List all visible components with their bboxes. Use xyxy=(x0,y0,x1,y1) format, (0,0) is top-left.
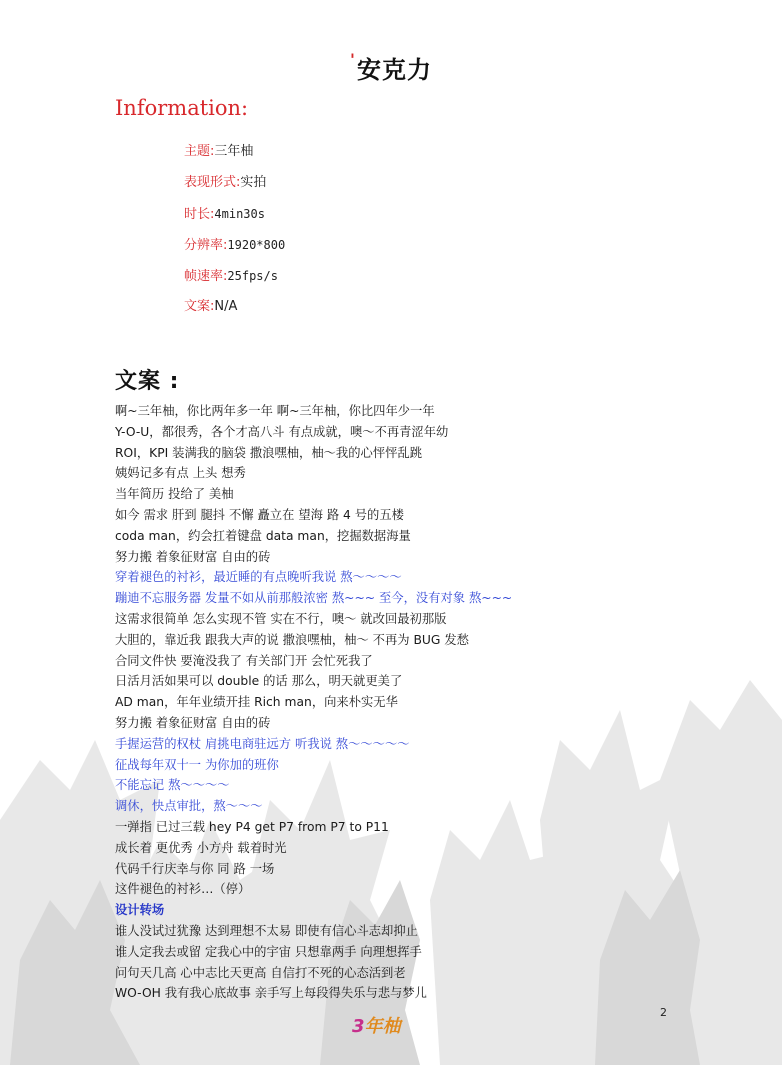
information-heading: Information: xyxy=(115,96,249,120)
lyric-line: AD man，年年业绩开挂 Rich man，向来朴实无华 xyxy=(115,695,398,710)
information-list xyxy=(184,142,285,328)
lyric-line: coda man，约会扛着键盘 data man，挖掘数据海量 xyxy=(115,528,411,543)
info-value: 实拍 xyxy=(240,175,267,190)
lyric-line: 不能忘记 熬～～～～ xyxy=(115,778,230,793)
footer-logo xyxy=(352,1012,401,1038)
lyric-line: 代码千行庆幸与你 同 路 一场 xyxy=(115,861,275,876)
lyric-line: 调休，快点审批，熬～～～ xyxy=(115,799,263,814)
info-value: 三年柚 xyxy=(214,144,254,159)
info-row-copy xyxy=(184,297,285,328)
lyric-line: 日活月活如果可以 double 的话 那么，明天就更美了 xyxy=(115,674,403,689)
page-number: 2 xyxy=(660,1006,667,1019)
lyric-line: 穿着褪色的衬衫，最近睡的有点晚听我说 熬～～～～ xyxy=(115,570,402,585)
lyric-line: 手握运营的权杖 肩挑电商驻远方 听我说 熬～～～～～ xyxy=(115,736,410,751)
lyric-line: 成长着 更优秀 小方舟 载着时光 xyxy=(115,840,287,855)
brand-logo xyxy=(0,50,782,85)
info-label: 分辨率: xyxy=(184,238,228,253)
lyric-line: 努力搬 着象征财富 自由的砖 xyxy=(115,549,271,564)
lyric-line: 一弹指 已过三载 hey P4 get P7 from P7 to P11 xyxy=(115,819,389,834)
info-row-theme xyxy=(184,142,285,173)
footer-logo-part1: 3 xyxy=(352,1016,365,1037)
lyric-line: 问句天几高 心中志比天更高 自信打不死的心态活到老 xyxy=(115,965,406,980)
logo-text: 安克力 xyxy=(356,56,432,84)
lyric-line: 这件褪色的衬衫…（停） xyxy=(115,882,251,897)
info-label: 时长: xyxy=(184,207,215,222)
info-row-resolution xyxy=(184,235,285,266)
lyric-line: 当年简历 投给了 美柚 xyxy=(115,487,234,502)
lyric-line: 谁人没试过犹豫 达到理想不太易 即使有信心斗志却抑止 xyxy=(115,923,418,938)
lyric-line: 这需求很简单 怎么实现不管 实在不行，噢～ 就改回最初那版 xyxy=(115,611,447,626)
lyric-line: 大胆的，靠近我 跟我大声的说 撒浪嘿柚，柚～ 不再为 BUG 发愁 xyxy=(115,632,469,647)
info-label: 帧速率: xyxy=(184,269,228,284)
lyric-line: 谁人定我去或留 定我心中的宇宙 只想靠两手 向理想挥手 xyxy=(115,944,422,959)
lyric-line: 蹦迪不忘服务器 发量不如从前那般浓密 熬~~~ 至今，没有对象 熬~~~ xyxy=(115,591,513,606)
info-label: 表现形式: xyxy=(184,175,241,190)
info-value: 1920*800 xyxy=(227,238,286,252)
info-row-format xyxy=(184,173,285,204)
lyric-line: 合同文件快 要淹没我了 有关部门开 会忙死我了 xyxy=(115,653,373,668)
lyric-line: 姨妈记多有点 上头 想秀 xyxy=(115,466,246,481)
lyric-line: WO-OH 我有我心底故事 亲手写上每段得失乐与悲与梦儿 xyxy=(115,986,427,1001)
info-value: N/A xyxy=(214,299,238,314)
info-row-duration xyxy=(184,204,285,235)
lyric-line: 如今 需求 肝到 腿抖 不懈 矗立在 望海 路 4 号的五楼 xyxy=(115,507,404,522)
lyric-line: 努力搬 着象征财富 自由的砖 xyxy=(115,715,271,730)
info-label: 主题: xyxy=(184,144,215,159)
info-value: 25fps/s xyxy=(227,269,278,283)
logo-mark: ' xyxy=(350,50,356,69)
lyric-line: 征战每年双十一 为你加的班你 xyxy=(115,757,279,772)
lyrics-body xyxy=(115,401,512,1004)
info-value: 4min30s xyxy=(214,207,265,221)
info-row-framerate xyxy=(184,266,285,297)
footer-logo-part2: 年柚 xyxy=(364,1016,401,1037)
lyric-line: ROI，KPI 装满我的脑袋 撒浪嘿柚，柚～我的心怦怦乱跳 xyxy=(115,445,423,460)
lyrics-heading: 文案 : xyxy=(115,369,180,394)
lyric-line: 设计转场 xyxy=(115,903,165,918)
lyric-line: Y-O-U，都很秀，各个才高八斗 有点成就，噢～不再青涩年幼 xyxy=(115,424,449,439)
lyric-line: 啊~三年柚，你比两年多一年 啊~三年柚，你比四年少一年 xyxy=(115,404,435,418)
info-label: 文案: xyxy=(184,299,215,314)
